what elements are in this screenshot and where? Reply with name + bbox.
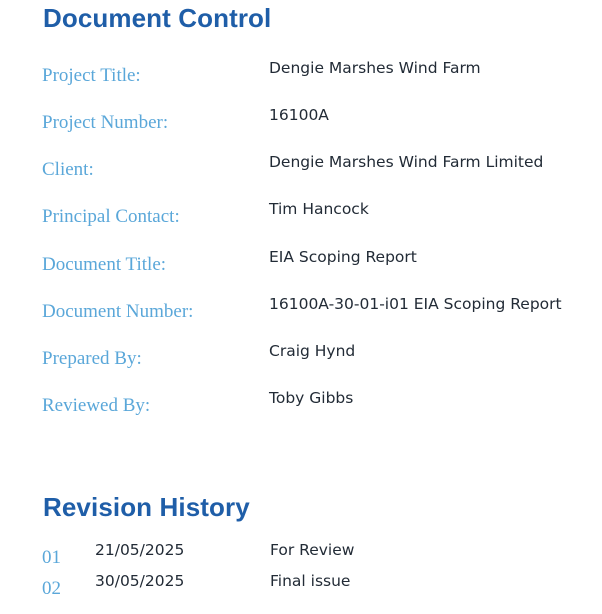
field-row-project-title (0, 59, 602, 95)
field-value: Craig Hynd (269, 342, 356, 360)
field-row-prepared-by (0, 342, 602, 378)
revision-date: 30/05/2025 (95, 572, 185, 590)
field-label: Project Number: (42, 112, 169, 133)
field-label: Document Title: (42, 254, 167, 275)
revision-number: 02 (42, 578, 61, 599)
field-label: Prepared By: (42, 348, 142, 369)
field-value: Dengie Marshes Wind Farm (269, 59, 481, 77)
field-label: Client: (42, 159, 94, 180)
field-row-client (0, 153, 602, 189)
field-label: Principal Contact: (42, 206, 180, 227)
revision-number: 01 (42, 547, 61, 568)
field-value: Toby Gibbs (269, 389, 354, 407)
field-row-document-number (0, 295, 602, 331)
revision-description: For Review (270, 541, 355, 559)
revision-date: 21/05/2025 (95, 541, 185, 559)
revision-history-heading: Revision History (43, 492, 250, 522)
revision-row (0, 572, 602, 604)
field-value: Dengie Marshes Wind Farm Limited (269, 153, 544, 171)
field-value: 16100A-30-01-i01 EIA Scoping Report (269, 295, 562, 313)
revision-row (0, 541, 602, 573)
field-row-project-number (0, 106, 602, 142)
revision-description: Final issue (270, 572, 351, 590)
document-control-heading: Document Control (43, 3, 272, 33)
field-label: Document Number: (42, 301, 194, 322)
field-value: 16100A (269, 106, 329, 124)
field-row-reviewed-by (0, 389, 602, 425)
field-row-document-title (0, 248, 602, 284)
field-value: Tim Hancock (269, 200, 369, 218)
field-value: EIA Scoping Report (269, 248, 417, 266)
field-row-principal-contact (0, 200, 602, 236)
field-label: Project Title: (42, 65, 141, 86)
field-label: Reviewed By: (42, 395, 151, 416)
